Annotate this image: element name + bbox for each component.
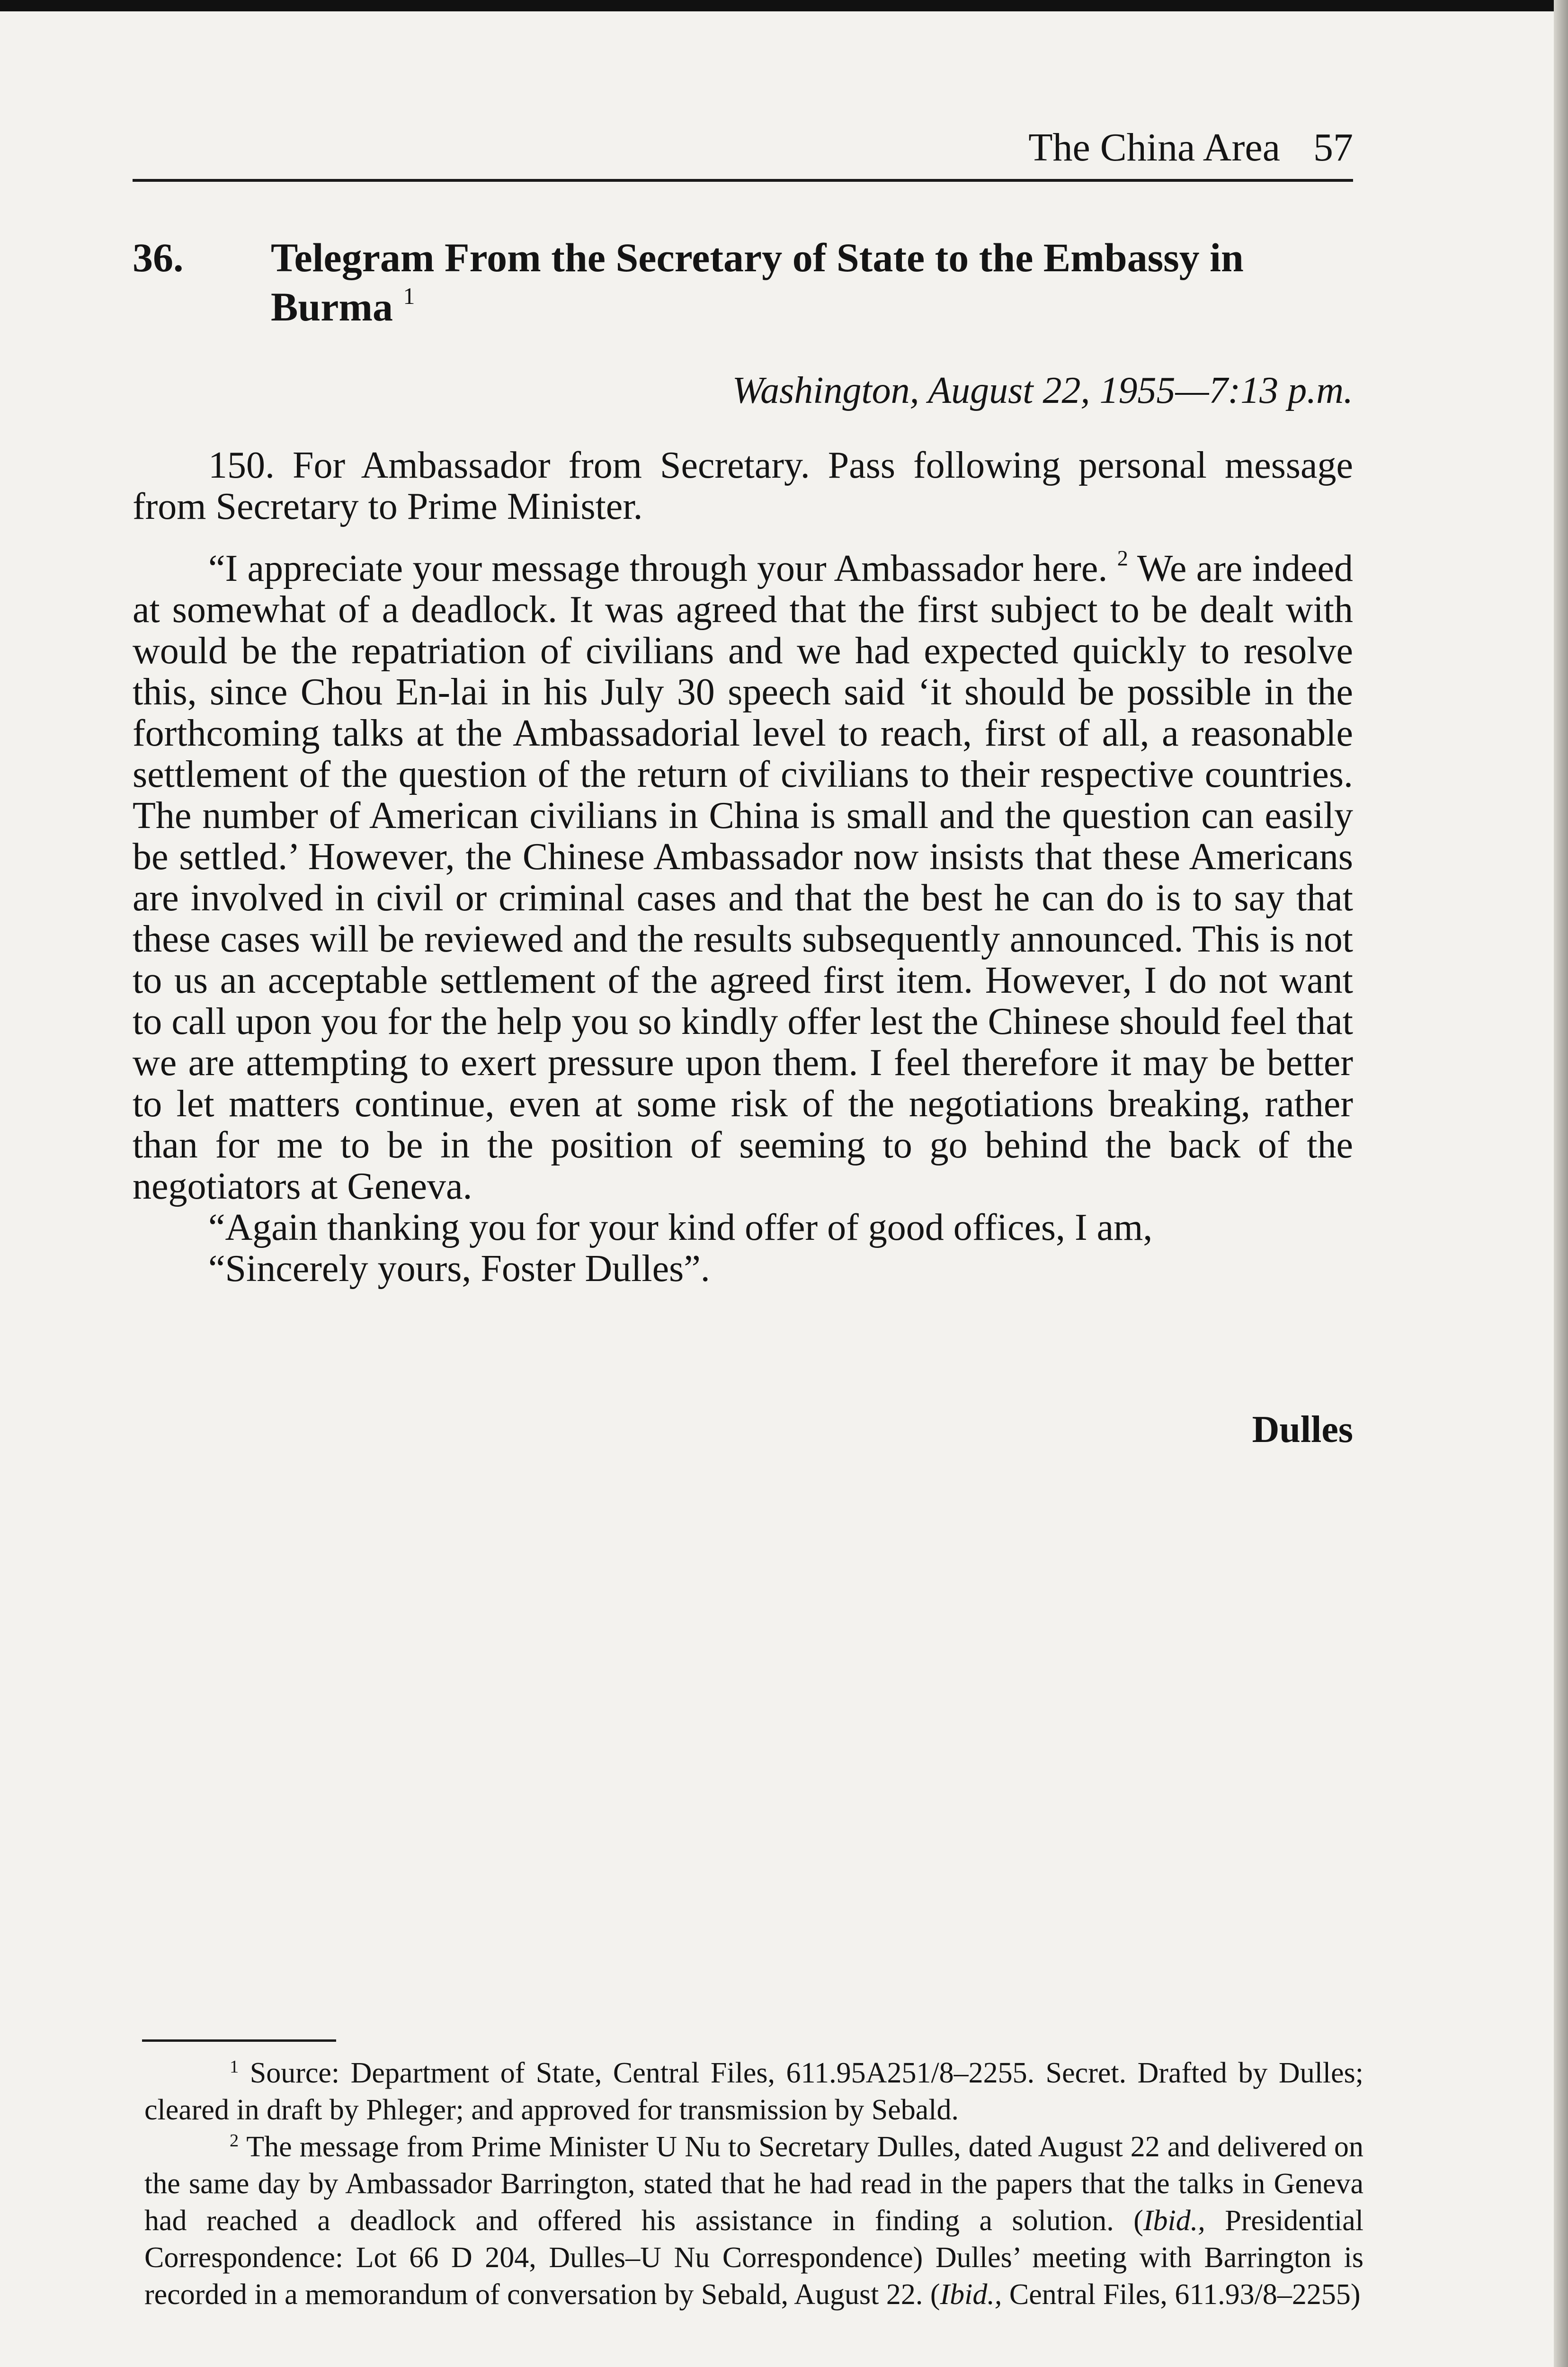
footnote-rule xyxy=(142,2039,336,2042)
body-paragraph-1: 150. For Ambassador from Secretary. Pass following personal message from Secretary to Prime Minister. xyxy=(133,445,1353,527)
footnote-1-marker: 1 xyxy=(230,2056,239,2077)
footnote-2-text-a: The message from Prime Minister U Nu to Secretary Dulles, dated August 22 and delivered on the same day by Ambassador Barrington, stated that he had read in the papers that the talks in Geneva had reached a deadlock and offered his assistance in finding a solution. ( xyxy=(144,2131,1364,2237)
footnote-ref-2: 2 xyxy=(1117,546,1128,571)
body-paragraph-3: “Again thanking you for your kind offer of good offices, I am, xyxy=(208,1207,1153,1248)
footnote-2-marker: 2 xyxy=(230,2130,239,2151)
dateline: Washington, August 22, 1955—7:13 p.m. xyxy=(732,370,1353,411)
page-top-edge xyxy=(0,0,1568,11)
footnotes xyxy=(144,2055,1363,2313)
footnote-2 xyxy=(144,2128,1363,2313)
footnote-2-ibid-a: Ibid., xyxy=(1143,2205,1205,2237)
body-paragraph-4: “Sincerely yours, Foster Dulles”. xyxy=(208,1248,710,1290)
signature: Dulles xyxy=(1252,1409,1353,1450)
body-paragraph-2 xyxy=(133,548,1353,1207)
footnote-1-text: Source: Department of State, Central Files, 611.95A251/8–2255. Secret. Drafted by Dulles; cleared in draft by Phleger; and approved for transmission by Sebald. xyxy=(144,2057,1364,2126)
page-number: 57 xyxy=(1313,125,1353,169)
document-number: 36. xyxy=(133,235,184,280)
document-title xyxy=(271,233,1360,331)
footnote-ref-1: 1 xyxy=(403,283,415,310)
page-right-edge xyxy=(1554,0,1568,2367)
footnote-2-text-c: Central Files, 611.93/8–2255) xyxy=(1002,2278,1361,2311)
paragraph-2-lead: “I appreciate your message through your Ambassador here. xyxy=(208,548,1108,589)
running-head xyxy=(1028,125,1353,169)
document-title-text: Telegram From the Secretary of State to the Embassy in Burma xyxy=(271,235,1244,329)
paragraph-2-text: We are indeed at somewhat of a deadlock. It was agreed that the first subject to be dealt with would be the repatriation of civilians and we had expected quickly to resolve this, since Chou En-lai in his July 30 speech said ‘it should be possible in the forthcoming talks at the Ambassadorial level to reach, first of all, a reasonable settlement of the question of the return of civilians to their respective countries. The number of American civilians in China is small and the question can easily be settled.’ However, the Chinese Ambassador now insists that these Americans are involved in civil or criminal cases and that the best he can do is to say that these cases will be reviewed and the results subsequently announced. This is not to us an acceptable settlement of the agreed first item. However, I do not want to call upon you for the help you so kindly offer lest the Chinese should feel that we are attempting to exert pressure upon them. I feel therefore it may be better to let matters continue, even at some risk of the negotiations breaking, rather than for me to be in the position of seeming to go behind the back of the negotiators at Geneva. xyxy=(133,548,1353,1207)
running-head-title: The China Area xyxy=(1028,125,1280,169)
telegram-body xyxy=(133,445,1353,1290)
footnote-1 xyxy=(144,2055,1363,2128)
header-rule xyxy=(133,179,1353,182)
footnote-2-text-b: Presidential Correspondence: Lot 66 D 204, Dulles–U Nu Correspondence) Dulles’ meeting with Barrington is recorded in a memorandum of conversation by Sebald, August 22. ( xyxy=(144,2205,1363,2311)
footnote-2-ibid-b: Ibid., xyxy=(940,2278,1002,2311)
